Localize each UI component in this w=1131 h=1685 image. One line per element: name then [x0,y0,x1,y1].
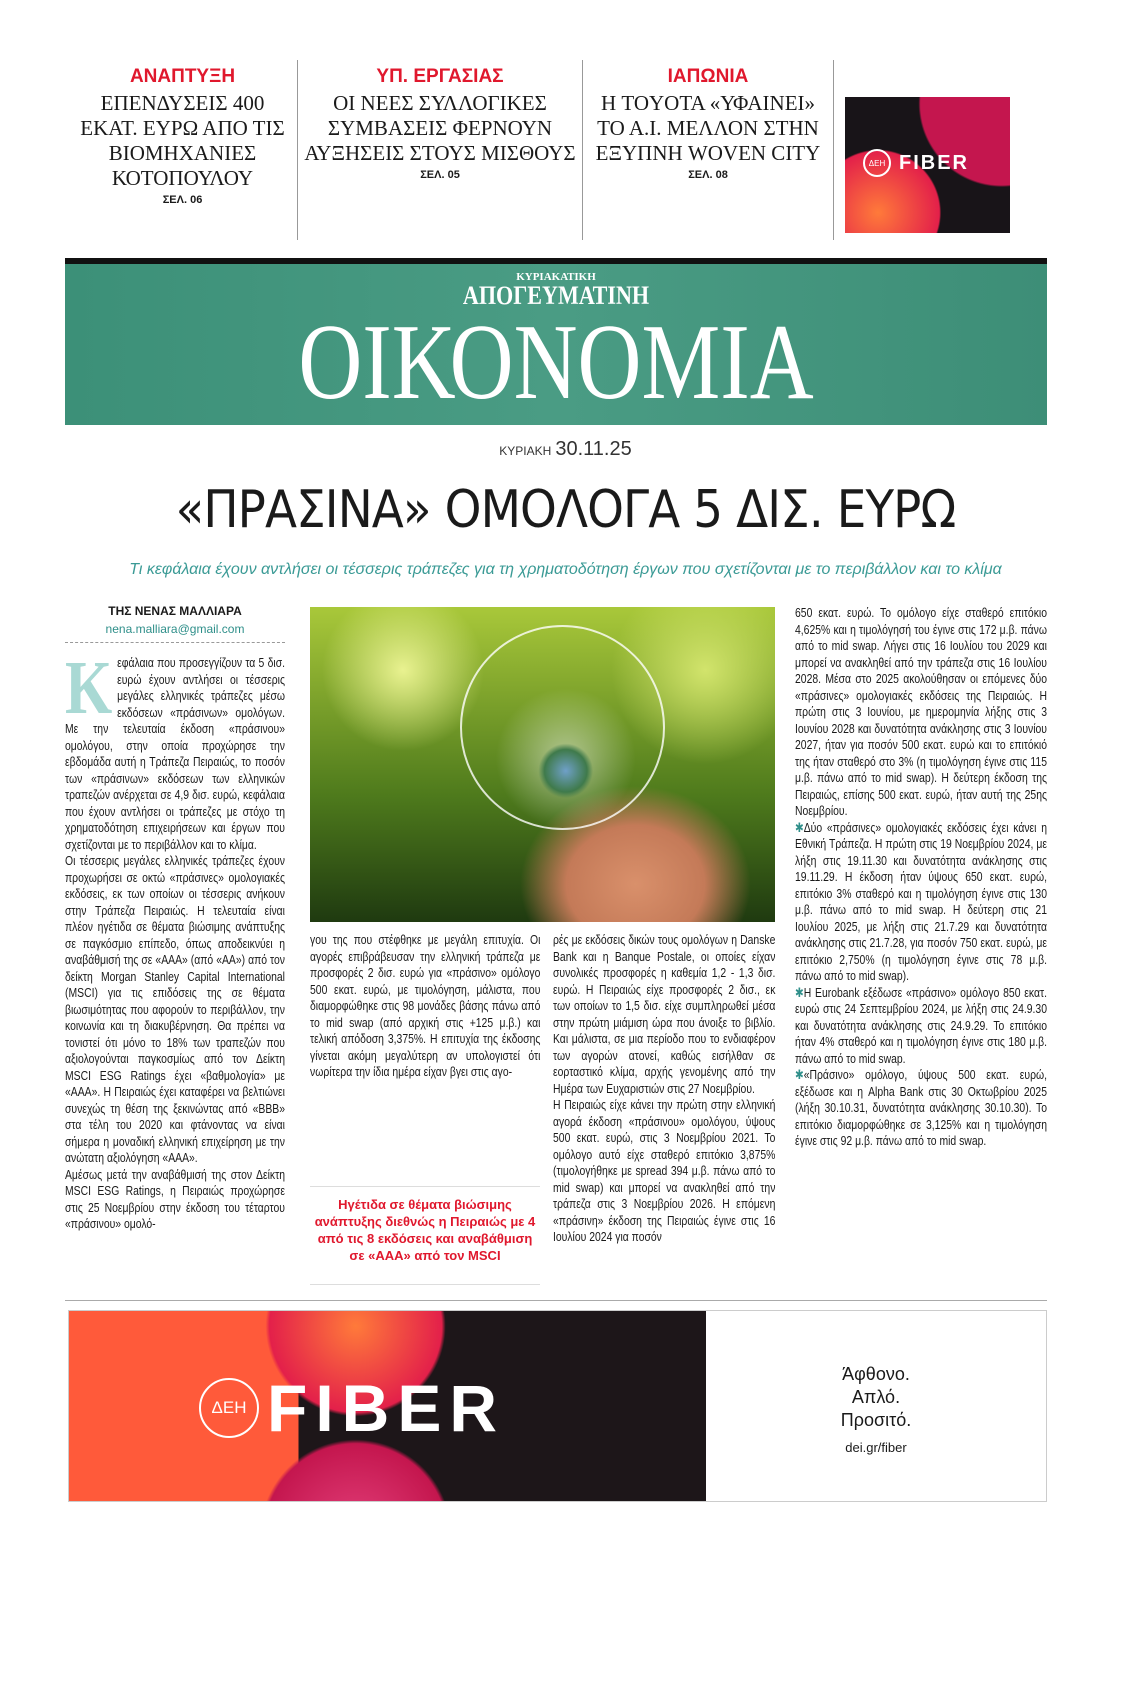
teaser-headline: ΟΙ ΝΕΕΣ ΣΥΛΛΟΓΙΚΕΣ ΣΥΜΒΑΣΕΙΣ ΦΕΡΝΟΥΝ ΑΥΞΗΣΕΙΣ ΣΤΟΥΣ ΜΙΣΘΟΥΣ [304,91,576,165]
bullet-icon: ✱ [795,984,804,1000]
teaser-page: ΣΕΛ. 06 [162,194,203,206]
teaser-kicker: ΙΑΠΩΝΙΑ [667,66,749,87]
section-masthead [65,258,1047,425]
paragraph: εφάλαια που προσεγγίζουν τα 5 δισ. ευρώ έχουν αντλήσει οι τέσσερις μεγάλες ελληνικές τράπεζες μέσω εκδόσεων «πράσινων» ομολόγων. Με την τελευταία έκδοση «πράσινου» ομολόγου, στην οποία προχώρησε την εβδομάδα αυτή η Τράπεζα Πειραιώς, το ποσόν των «πράσινων» εκδόσεων των ελληνικών τραπεζών ανέρχεται σε 4,9 δισ. ευρώ, κεφάλαια που έχουν αντλήσει οι τράπεζες με στόχο τη χρηματοδότηση επιχειρήσεων και έργων που σχετίζονται με το περιβάλλον και το κλίμα. [65,655,285,852]
teaser-page: ΣΕΛ. 08 [688,169,728,181]
fiber-brand: FIBER [267,1371,505,1445]
teaser-3[interactable] [587,66,829,182]
drop-cap: Κ [65,646,113,730]
teaser-1[interactable] [80,66,285,207]
bullet-icon: ✱ [795,1067,804,1082]
bullet-icon: ✱ [795,819,804,835]
fiber-advertisement[interactable] [68,1310,1047,1502]
article-column-1 [65,646,285,1233]
issue-date [0,437,1131,463]
date-day: ΚΥΡΙΑΚΗ [499,444,552,458]
paragraph: ρές με εκδόσεις δικών τους ομολόγων η Danske Bank και η Banque Postale, οι οποίες είχαν συνολικές προσφορές η καθεμία 1,2 - 1,3 δισ. ευρώ. Η Πειραιώς είχε προσφορές 2 δισ., εκ των οποίων το 1,5 δισ. είχε συμπληρωθεί μέσα στην πρώτη μιάμιση ώρα που άνοιξε το βιβλίο. Και μάλιστα, σε μια περίοδο που το ενδιαφέρον των αγορών ατονεί, καθώς εισήλθαν σε εορταστικό κλίμα, αρχής γενομένης από την Ημέρα των Ευχαριστιών στις 27 Νοεμβρίου. [553,932,776,1096]
ad-url[interactable]: dei.gr/fiber [845,1440,907,1455]
teaser-kicker: ΥΠ. ΕΡΓΑΣΙΑΣ [376,66,504,87]
divider [310,1186,540,1187]
eco-icons-ring [460,625,665,830]
teaser-headline: ΕΠΕΝΔΥΣΕΙΣ 400 ΕΚΑΤ. ΕΥΡΩ ΑΠΟ ΤΙΣ ΒΙΟΜΗΧΑΝΙΕΣ ΚΟΤΟΠΟΥΛΟΥ [80,91,285,190]
deh-logo-icon: ΔΕΗ [863,149,891,177]
article-column-2 [310,932,540,1081]
divider [65,1300,1047,1301]
divider [582,60,583,240]
masthead-section: ΟΙΚΟΝΟΜΙΑ [298,303,814,422]
article-subtitle: Τι κεφάλαια έχουν αντλήσει οι τέσσερις τράπεζες για τη χρηματοδότηση έργων που σχετίζονται με το περιβάλλον και το κλίμα [129,561,1002,578]
ad-tagline: Προσιτό. [840,1410,912,1430]
byline [65,604,285,637]
article-headline: «ΠΡΑΣΙΝΑ» ΟΜΟΛΟΓΑ 5 ΔΙΣ. ΕΥΡΩ [175,480,956,540]
article-column-4 [795,605,1047,1150]
paragraph: ✱Δύο «πράσινες» ομολογιακές εκδόσεις έχει κάνει η Εθνική Τράπεζα. Η πρώτη στις 19 Νοεμβρίου 2024, με λήξη στις 19.11.30 και δυνατότητα ανάκλησης στις 19.11.29. Η έκδοση ήταν ύψους 650 εκατ. ευρώ, επιτόκιο 3% σταθερό και η τιμολόγηση έγινε στις 130 μ.β. πάνω από το mid swap. Η δεύτερη στις 21 Ιουλίου 2025, με λήξη στις 21.7.29 και δυνατότητα ανάκλησης στις 21.7.28, για ποσόν 750 εκατ. ευρώ, με επιτόκιο 2,750% (η τιμολόγηση έγινε στις 78 μ.β. πάνω από το mid swap). [795,819,1047,983]
masthead-paper: ΑΠΟΓΕΥΜΑΤΙΝΗ [462,281,650,310]
article-column-3 [553,932,775,1246]
paragraph: γου της που στέφθηκε με μεγάλη επιτυχία. Οι αγορές επιβράβευσαν την ελληνική τράπεζα με προσφορές 2 δισ. ευρώ για «πράσινο» ομόλογο 500 εκατ. ευρώ, με τιμολόγηση, μάλιστα, που διαμορφώθηκε στις 98 μονάδες βάσης πάνω από το mid swap (από αρχική στις +125 μ.β.) και τελική απόδοση 3,375%. Η επιτυχία της έκδοσης γίνεται ακόμη μεγαλύτερη αν υπολογιστεί ότι νωρίτερα την ίδια ημέρα είχαν βγει στις αγο- [310,932,541,1079]
paragraph: Αμέσως μετά την αναβάθμισή της στον Δείκτη MSCI ESG Ratings, η Πειραιώς προχώρησε στις 25 Νοεμβρίου στην έκδοση του τέταρτου «πράσινου» ομολό- [65,1166,285,1231]
teaser-headline: Η TOYOTA «ΥΦΑΙΝΕΙ» ΤΟ Α.Ι. ΜΕΛΛΟΝ ΣΤΗΝ ΕΞΥΠΝΗ WOVEN CITY [595,91,821,165]
pull-quote: Ηγέτιδα σε θέματα βιώσιμης ανάπτυξης διεθνώς η Πειραιώς με 4 από τις 8 εκδόσεις και αναβάθμιση σε «ΑΑΑ» από τον MSCI [314,1197,536,1263]
article-photo-earth-in-hand [310,607,775,922]
small-fiber-ad[interactable] [845,97,1010,233]
masthead-kicker: ΚΥΡΙΑΚΑΤΙΚΗ [516,271,596,283]
author-email[interactable]: nena.malliara@gmail.com [105,622,245,636]
paragraph: Οι τέσσερις μεγάλες ελληνικές τράπεζες έχουν προχωρήσει σε οκτώ «πράσινες» ομολογιακές εκδόσεις, εκ των οποίων οι τέσσερις ανήκουν στην Τράπεζα Πειραιώς. Η τελευταία είναι πλέον ηγέτιδα σε θέματα βιώσιμης ανάπτυξης σε παγκόσμιο επίπεδο, όπως αποδεικνύει η αναβάθμισή της σε «ΑΑΑ» (από «ΑΑ») από τον δείκτη Morgan Stanley Capital International (MSCI) για τις επιδόσεις της σε θέματα βιωσιμότητας που αφορούν το περιβάλλον, την κοινωνία και τη διακυβέρνηση. Θα πρέπει να τονιστεί ότι μόνο το 18% των τραπεζών που αξιολογούνται παγκοσμίως από τον Δείκτη MSCI ESG Ratings έχει «βαθμολογία» με «ΑΑΑ». Η Πειραιώς έχει καταφέρει να βελτιώνει συνεχώς τη θέση της ξεκινώντας από «ΒΒΒ» στα τέλη του 2020 και φτάνοντας να είναι σήμερα η μοναδική ελληνική επιχείρηση με την ανώτατη αξιολόγηση «ΑΑΑ». [65,853,285,1165]
divider [297,60,298,240]
paragraph: Η Πειραιώς είχε κάνει την πρώτη στην ελληνική αγορά έκδοση «πράσινου» ομολόγου, ύψους 500 εκατ. ευρώ, στις 3 Νοεμβρίου 2021. Το ομόλογο αυτό είχε σταθερό επιτόκιο 3,875% (τιμολογήθηκε με spread 394 μ.β. πάνω από το mid swap) και μπορεί να ανακληθεί από την τράπεζα στις 3 Νοεμβρίου 2026. Η επόμενη «πράσινη» έκδοση της Πειραιώς έγινε στις 16 Ιουλίου 2024 για ποσόν [553,1097,776,1244]
author: ΤΗΣ ΝΕΝΑΣ ΜΑΛΛΙΑΡΑ [108,604,242,618]
divider [833,60,834,240]
teaser-kicker: ΑΝΑΠΤΥΞΗ [129,66,236,87]
ad-tagline: Απλό. [851,1387,901,1407]
paragraph: ✱«Πράσινο» ομόλογο, ύψους 500 εκατ. ευρώ, εξέδωσε και η Alpha Bank στις 30 Οκτωβρίου 2025 (λήξη 30.10.31, δυνατότητα ανάκλησης 30.10.30). Το επιτόκιο διαμορφώθηκε σε 3,125% και η τιμολόγηση έγινε στις 92 μ.β. πάνω από το mid swap. [795,1067,1047,1148]
teaser-2[interactable] [303,66,577,182]
divider [65,642,285,643]
paragraph: 650 εκατ. ευρώ. Το ομόλογο είχε σταθερό επιτόκιο 4,625% και η τιμολόγησή του έγινε στις 172 μ.β. πάνω από το mid swap. Λήγει στις 16 Ιουλίου του 2029 και μπορεί να ανακληθεί από την τράπεζα στις 16 Ιουλίου 2028. Μέσα στο 2025 ακολούθησαν οι επόμενες δύο «πράσινες» ομολογιακές εκδόσεις της Πειραιώς. Η πρώτη στις 3 Ιουνίου, με ημερομηνία λήξης στις 3 Ιουνίου 2028 και δυνατότητα ανάκλησης στις 3 Ιουνίου 2027, ήταν για ποσόν 500 εκατ. ευρώ και το επιτόκιό της ήταν σταθερό στο 3% (η τιμολόγηση έγινε στις 115 μ.β. πάνω από το mid swap). Η δεύτερη έκδοση της Πειραιώς, επίσης 500 εκατ. ευρώ, ήταν αυτή της 25ης Νοεμβρίου. [795,605,1047,818]
ad-tagline: Άφθονο. [842,1364,910,1384]
teaser-page: ΣΕΛ. 05 [420,169,460,181]
fiber-brand: FIBER [899,152,969,174]
date-value: 30.11.25 [555,438,632,460]
divider [310,1284,540,1285]
deh-logo-icon: ΔΕΗ [199,1378,259,1438]
paragraph: ✱Η Eurobank εξέδωσε «πράσινο» ομόλογο 850 εκατ. ευρώ στις 24 Σεπτεμβρίου 2024, με λήξη στις 24.9.30 και δυνατότητα ανάκλησης στις 24.9.29. Το επιτόκιο ήταν 4% σταθερό και η τιμολόγηση έγινε στις 180 μ.β. πάνω από το mid swap. [795,984,1047,1066]
